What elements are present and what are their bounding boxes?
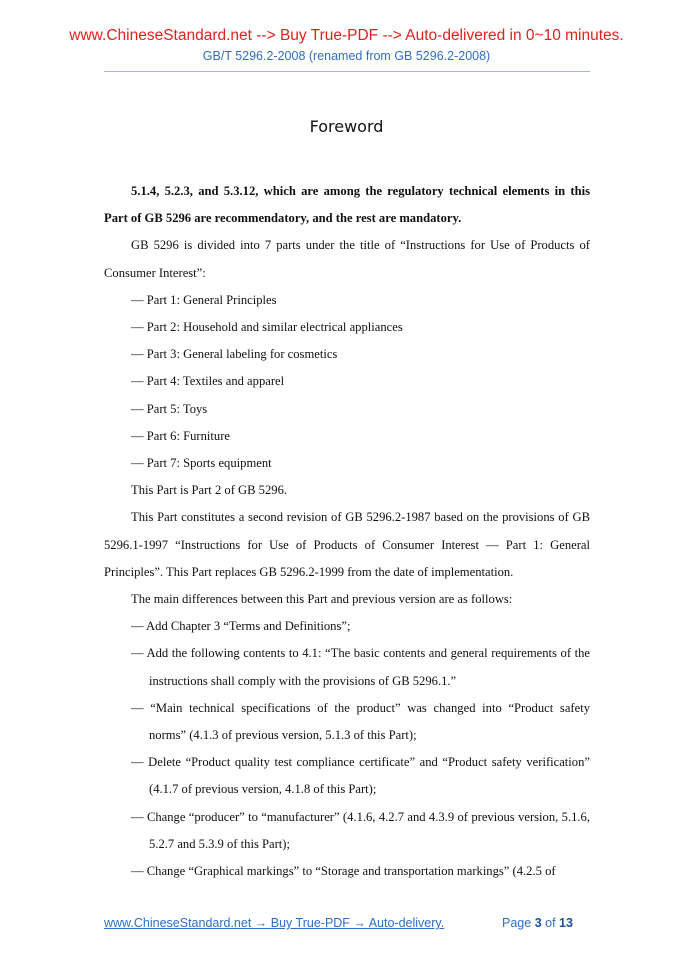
part-item-3: — Part 3: General labeling for cosmetics [131,347,338,362]
mandatory-statement: 5.1.4, 5.2.3, and 5.3.12, which are among the regulatory technical elements in this Part of GB 5296 are recommendatory, and the rest are mandatory. [104,184,590,226]
footer-link[interactable]: www.ChineseStandard.net → Buy True-PDF → Auto-delivery. [104,916,445,930]
header-divider [104,71,590,72]
part-item-6: — Part 6: Furniture [131,428,230,443]
change-item-5: — Change “producer” to “manufacturer” (4.1.6, 4.2.7 and 4.3.9 of previous version, 5.1.6, 5.2.7 and 5.3.9 of this Part); [131,809,590,851]
part-item-4: — Part 4: Textiles and apparel [131,374,285,389]
standard-subtitle: GB/T 5296.2-2008 (renamed from GB 5296.2-2008) [202,49,491,63]
part-statement: This Part is Part 2 of GB 5296. [131,483,288,498]
page-title: Foreword [309,117,384,136]
page-of: of [545,916,556,930]
promo-banner[interactable]: www.ChineseStandard.net --> Buy True-PDF --> Auto-delivered in 0~10 minutes. [69,27,624,44]
differences-intro: The main differences between this Part and previous version are as follows: [131,592,513,607]
page-number [502,916,573,930]
parts-intro: GB 5296 is divided into 7 parts under the title of “Instructions for Use of Products of Consumer Interest”: [104,238,590,280]
change-item-4: — Delete “Product quality test compliance certificate” and “Product safety verification” (4.1.7 of previous version, 4.1.8 of this Part); [131,755,590,797]
part-item-1: — Part 1: General Principles [131,292,277,307]
change-item-2: — Add the following contents to 4.1: “The basic contents and general requirements of the instructions shall comply with the provisions of GB 5296.1.” [131,646,590,688]
part-item-5: — Part 5: Toys [131,401,208,416]
page-word: Page [502,916,532,930]
part-item-2: — Part 2: Household and similar electrical appliances [131,320,403,335]
change-item-1: — Add Chapter 3 “Terms and Definitions”; [131,619,351,634]
change-item-3: — “Main technical specifications of the product” was changed into “Product safety norms” (4.1.3 of previous version, 5.1.3 of this Part); [131,700,590,743]
part-item-7: — Part 7: Sports equipment [131,456,272,471]
page-current: 3 [534,916,542,930]
foreword-body [104,178,590,885]
change-item-6: — Change “Graphical markings” to “Storage and transportation markings” (4.2.5 of [131,864,556,879]
revision-statement: This Part constitutes a second revision of GB 5296.2-1987 based on the provisions of GB 5296.1-1997 “Instructions for Use of Products of Consumer Interest — Part 1: General Principles”. This Part replaces GB 5296.2-1999 from the date of implementation. [104,510,590,579]
page-total: 13 [559,916,573,930]
